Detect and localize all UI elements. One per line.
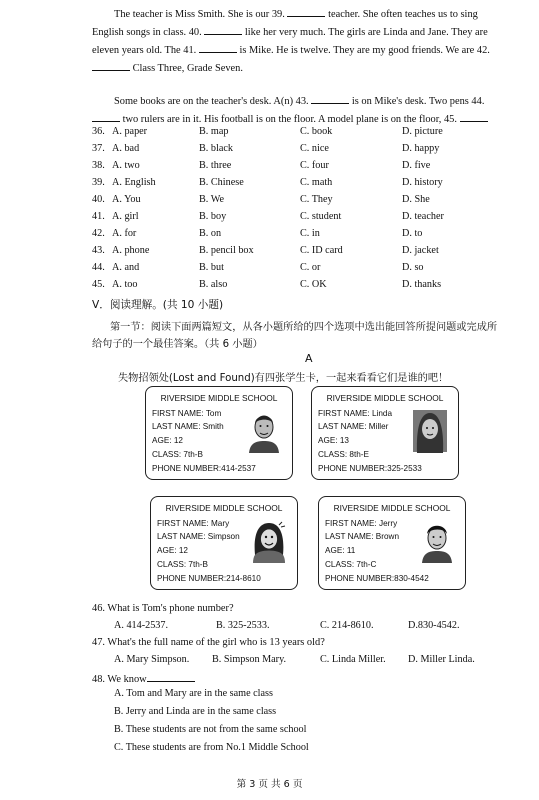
card-age: AGE: 13 [318, 436, 349, 445]
option-a[interactable]: A. Mary Simpson. [114, 654, 190, 665]
student-card-tom [145, 386, 293, 480]
passage-text: Some books are on the teacher's desk. A(n) 43. [114, 96, 309, 107]
option-b[interactable]: B. Jerry and Linda are in the same class [114, 706, 277, 717]
student-card-linda [311, 386, 459, 480]
answer-blank-45 [460, 111, 488, 122]
option-b[interactable]: B. 325-2533. [216, 620, 270, 631]
answer-blank-43 [311, 93, 349, 104]
passage-text: is on Mike's desk. Two pens 44. [351, 96, 485, 107]
option-row [92, 177, 512, 194]
question-text: 48. We know [92, 674, 147, 685]
question-number: 39. [92, 177, 105, 188]
option-c[interactable]: C. math [300, 177, 333, 188]
option-row [92, 194, 512, 211]
passage-letter: A [305, 352, 313, 365]
option-d[interactable]: D. history [402, 177, 443, 188]
option-c[interactable]: C. four [300, 160, 329, 171]
answer-blank-41 [199, 42, 237, 53]
girl-photo-icon [412, 409, 448, 453]
option-b[interactable]: B. Simpson Mary. [212, 654, 287, 665]
card-school: RIVERSIDE MIDDLE SCHOOL [326, 393, 444, 403]
question-number: 37. [92, 143, 105, 154]
option-row [92, 126, 512, 143]
option-b[interactable]: B. We [199, 194, 225, 205]
option-c[interactable]: C. OK [300, 279, 327, 290]
option-d[interactable]: D. thanks [402, 279, 442, 290]
option-row [92, 211, 512, 228]
option-b[interactable]: B. black [199, 143, 233, 154]
option-b[interactable]: B. but [199, 262, 224, 273]
answer-blank-42 [92, 60, 130, 71]
boy-photo-icon [419, 519, 455, 563]
passage-text: two rulers are in it. His football is on the floor. A model plane is on the floor, 45. [122, 114, 457, 125]
option-a[interactable]: A. bad [112, 143, 140, 154]
option-d[interactable]: D. teacher [402, 211, 444, 222]
passage-text: is Mike. He is twelve. They are my good friends. We are 42. [239, 45, 490, 56]
card-school: RIVERSIDE MIDDLE SCHOOL [160, 393, 278, 403]
option-b[interactable]: B. pencil box [199, 245, 254, 256]
option-row [92, 279, 512, 296]
card-first-name: FIRST NAME: Mary [157, 519, 230, 528]
option-a[interactable]: A. two [112, 160, 140, 171]
option-a[interactable]: A. 414-2537. [114, 620, 169, 631]
option-b[interactable]: B. three [199, 160, 232, 171]
option-a[interactable]: A. paper [112, 126, 148, 137]
card-first-name: FIRST NAME: Jerry [325, 519, 398, 528]
girl-photo-icon [251, 519, 287, 563]
card-class: CLASS: 7th-B [157, 560, 208, 569]
card-first-name: FIRST NAME: Tom [152, 409, 222, 418]
card-phone: PHONE NUMBER:214-8610 [157, 574, 261, 583]
card-last-name: LAST NAME: Miller [318, 422, 389, 431]
option-a[interactable]: A. girl [112, 211, 139, 222]
option-a[interactable]: A. for [112, 228, 137, 239]
card-phone: PHONE NUMBER:830-4542 [325, 574, 429, 583]
option-b[interactable]: B. map [199, 126, 229, 137]
option-b[interactable]: B. also [199, 279, 228, 290]
option-c[interactable]: C. student [300, 211, 342, 222]
option-row [92, 245, 512, 262]
card-last-name: LAST NAME: Smith [152, 422, 224, 431]
option-row [92, 143, 512, 160]
option-row [92, 262, 512, 279]
option-c[interactable]: C. They [300, 194, 333, 205]
question-number: 45. [92, 279, 105, 290]
card-last-name: LAST NAME: Simpson [157, 532, 240, 541]
question-46: 46. What is Tom's phone number? [92, 603, 234, 614]
option-a[interactable]: A. Tom and Mary are in the same class [114, 688, 273, 699]
question-48 [92, 671, 195, 685]
question-number: 43. [92, 245, 105, 256]
card-last-name: LAST NAME: Brown [325, 532, 400, 541]
answer-blank-44 [92, 111, 120, 122]
option-c[interactable]: C. nice [300, 143, 329, 154]
option-c[interactable]: C. book [300, 126, 333, 137]
option-d[interactable]: D. so [402, 262, 424, 273]
card-first-name: FIRST NAME: Linda [318, 409, 393, 418]
option-a[interactable]: A. and [112, 262, 140, 273]
question-number: 40. [92, 194, 105, 205]
option-b[interactable]: B. Chinese [199, 177, 244, 188]
option-a[interactable]: A. too [112, 279, 138, 290]
answer-blank-48 [147, 671, 195, 682]
cloze-paragraph-2 [92, 93, 502, 129]
option-b[interactable]: B. on [199, 228, 222, 239]
answer-blank-39 [287, 6, 325, 17]
option-a[interactable]: A. phone [112, 245, 150, 256]
passage-text: teacher. She often teaches us to sing English songs in class. 40. [92, 9, 478, 38]
section-instruction: 第一节：阅读下面两篇短文，从各小题所给的四个选项中选出能回答所提问题或完成所 [110, 322, 498, 333]
option-d[interactable]: D. to [402, 228, 423, 239]
option-d[interactable]: D.830-4542. [408, 620, 460, 631]
option-b[interactable]: B. boy [199, 211, 227, 222]
option-a[interactable]: A. English [112, 177, 156, 188]
card-class: CLASS: 7th-B [152, 450, 203, 459]
card-age: AGE: 12 [152, 436, 183, 445]
card-class: CLASS: 7th-C [325, 560, 377, 569]
boy-photo-icon [246, 409, 282, 453]
answer-blank-40 [204, 24, 242, 35]
option-c[interactable]: C. or [300, 262, 321, 273]
passage-intro: 失物招领处(Lost and Found)有四张学生卡，一起来看看它们是谁的吧！ [118, 373, 449, 384]
question-number: 38. [92, 160, 105, 171]
question-number: 36. [92, 126, 105, 137]
option-d[interactable]: D. picture [402, 126, 443, 137]
option-c[interactable]: C. 214-8610. [320, 620, 374, 631]
option-d[interactable]: D. Miller Linda. [408, 654, 475, 665]
card-age: AGE: 12 [157, 546, 188, 555]
option-c[interactable]: C. ID card [300, 245, 343, 256]
card-phone: PHONE NUMBER:325-2533 [318, 464, 422, 473]
option-row [92, 160, 512, 177]
option-a[interactable]: A. You [112, 194, 141, 205]
option-d[interactable]: D. jacket [402, 245, 439, 256]
passage-text: like her very much. The girls are Linda and Jane. They are eleven years old. The 41. [92, 27, 488, 56]
option-row [92, 228, 512, 245]
option-c[interactable]: B. These students are not from the same school [114, 724, 307, 735]
cloze-paragraph-1 [92, 6, 502, 78]
card-class: CLASS: 8th-E [318, 450, 369, 459]
section-instruction: 给句子的一个最佳答案。（共 6 小题） [92, 339, 263, 350]
option-d[interactable]: D. five [402, 160, 431, 171]
section-title: V．阅读理解。(共 10 小题) [92, 299, 224, 311]
card-school: RIVERSIDE MIDDLE SCHOOL [165, 503, 283, 513]
option-c[interactable]: C. Linda Miller. [320, 654, 386, 665]
option-c[interactable]: C. in [300, 228, 320, 239]
card-school: RIVERSIDE MIDDLE SCHOOL [333, 503, 451, 513]
option-d[interactable]: D. She [402, 194, 430, 205]
option-d[interactable]: C. These students are from No.1 Middle School [114, 742, 309, 753]
question-47: 47. What's the full name of the girl who is 13 years old? [92, 637, 325, 648]
question-number: 42. [92, 228, 105, 239]
card-phone: PHONE NUMBER:414-2537 [152, 464, 256, 473]
student-card-jerry [318, 496, 466, 590]
card-age: AGE: 11 [325, 546, 356, 555]
page-footer: 第 3 页 共 6 页 [236, 779, 303, 790]
passage-text: The teacher is Miss Smith. She is our 39. [114, 9, 285, 20]
question-number: 44. [92, 262, 105, 273]
passage-text: Class Three, Grade Seven. [132, 63, 243, 74]
question-number: 41. [92, 211, 105, 222]
student-card-mary [150, 496, 298, 590]
option-d[interactable]: D. happy [402, 143, 440, 154]
